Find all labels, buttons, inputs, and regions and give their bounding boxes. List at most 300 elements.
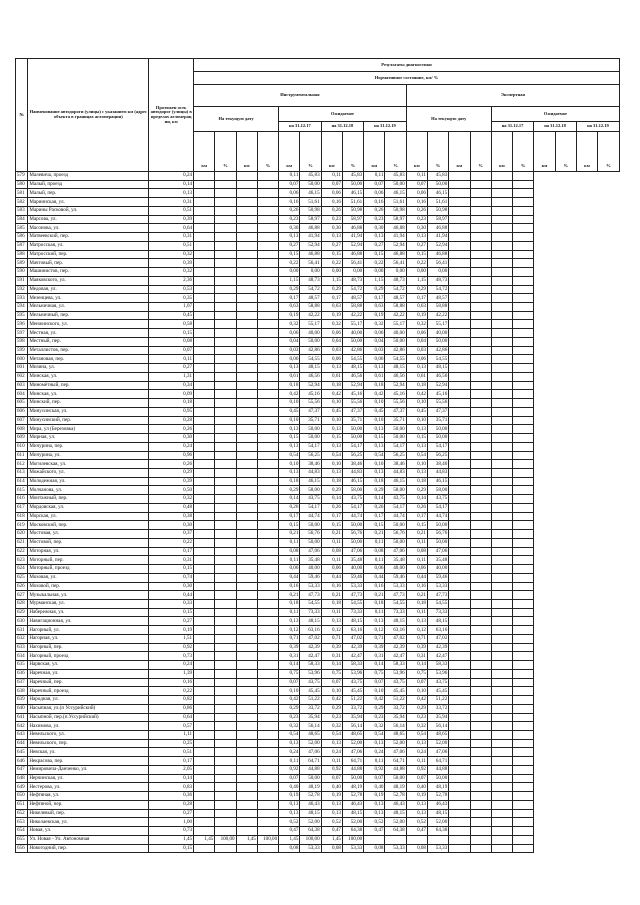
value-cell	[449, 827, 470, 836]
value-cell: 42,47	[300, 652, 321, 661]
value-cell	[470, 364, 491, 373]
row-number: 647	[16, 765, 28, 774]
value-cell	[215, 844, 236, 853]
value-cell: 0,10	[364, 399, 385, 408]
value-cell: 0,39	[406, 643, 427, 652]
value-cell	[470, 285, 491, 294]
road-name: Нестерова, ул.	[28, 783, 149, 792]
value-cell	[257, 565, 278, 574]
value-cell	[491, 425, 512, 434]
value-cell: 0,07	[406, 774, 427, 783]
value-cell	[236, 608, 257, 617]
value-cell	[513, 818, 534, 827]
value-cell: 0,17	[321, 294, 342, 303]
row-number: 630	[16, 617, 28, 626]
value-cell: 0,11	[321, 538, 342, 547]
value-cell: 0,00	[300, 268, 321, 277]
value-cell: 0,06	[279, 565, 300, 574]
value-cell: 51,22	[427, 696, 448, 705]
row-number: 588	[16, 250, 28, 259]
road-name: Минусинская, ул.	[28, 407, 149, 416]
value-cell	[194, 372, 215, 381]
value-cell: 0,08	[279, 547, 300, 556]
table-row	[16, 687, 620, 696]
value-cell	[215, 538, 236, 547]
value-cell	[257, 399, 278, 408]
value-cell: 46,56	[427, 372, 448, 381]
value-cell: 46,43	[385, 800, 406, 809]
road-name: Малый, проезд	[28, 180, 149, 189]
value-cell: 0,13	[406, 800, 427, 809]
value-cell	[194, 434, 215, 443]
value-cell	[513, 355, 534, 364]
value-cell: 0,39	[279, 643, 300, 652]
value-cell	[215, 189, 236, 198]
value-cell	[236, 189, 257, 198]
value-cell: 47,02	[385, 634, 406, 643]
value-cell: 50,00	[300, 538, 321, 547]
road-name: Никелевый, пер.	[28, 809, 149, 818]
value-cell: 0,06	[321, 565, 342, 574]
value-cell: 0,32	[279, 722, 300, 731]
value-cell: 0,54	[279, 731, 300, 740]
header-instr-expected: Ожидаемое	[279, 107, 407, 122]
value-cell	[236, 547, 257, 556]
value-cell: 52,94	[427, 241, 448, 250]
value-cell: 0,32	[321, 722, 342, 731]
table-row	[16, 425, 620, 434]
row-number: 620	[16, 530, 28, 539]
road-name: Можайского, ул.	[28, 468, 149, 477]
value-cell: 0,15	[364, 434, 385, 443]
table-row	[16, 512, 620, 521]
value-cell	[449, 172, 470, 181]
value-cell: 59,46	[427, 573, 448, 582]
value-cell: 0,03	[279, 346, 300, 355]
value-cell: 0,10	[321, 399, 342, 408]
table-row	[16, 233, 620, 242]
value-cell	[236, 407, 257, 416]
value-cell: 0,52	[406, 818, 427, 827]
value-cell: 0,23	[321, 713, 342, 722]
road-name: Матросская, ул.	[28, 241, 149, 250]
table-row	[16, 329, 620, 338]
value-cell: 41,94	[385, 233, 406, 242]
value-cell: 0,06	[406, 189, 427, 198]
value-cell	[449, 503, 470, 512]
value-cell	[194, 599, 215, 608]
value-cell: 42,39	[342, 643, 363, 652]
value-cell: 0,63	[279, 303, 300, 312]
value-cell: 0,11	[364, 172, 385, 181]
road-name: Марсова, ул.	[28, 215, 149, 224]
road-length: 1,07	[149, 303, 194, 312]
row-number: 592	[16, 285, 28, 294]
value-cell	[513, 407, 534, 416]
value-cell: 0,42	[364, 696, 385, 705]
value-cell	[257, 486, 278, 495]
value-cell	[470, 704, 491, 713]
value-cell: 56,25	[427, 451, 448, 460]
road-length: 0,73	[149, 827, 194, 836]
value-cell: 53,96	[300, 669, 321, 678]
value-cell	[236, 774, 257, 783]
value-cell: 0,13	[321, 809, 342, 818]
value-cell: 64,38	[385, 827, 406, 836]
value-cell	[236, 556, 257, 565]
road-name: Минская, ул.	[28, 390, 149, 399]
value-cell	[194, 722, 215, 731]
value-cell: 58,00	[427, 486, 448, 495]
road-name: Новогодний, пер.	[28, 844, 149, 853]
value-cell: 0,75	[406, 669, 427, 678]
value-cell: 0,00	[279, 268, 300, 277]
value-cell	[449, 521, 470, 530]
value-cell	[215, 809, 236, 818]
value-cell	[215, 250, 236, 259]
value-cell	[470, 320, 491, 329]
road-name: Насыпной, пер.(п.Уссурийский)	[28, 713, 149, 722]
value-cell	[215, 268, 236, 277]
table-row	[16, 547, 620, 556]
value-cell	[257, 425, 278, 434]
value-cell: 45,83	[385, 172, 406, 181]
road-name: Метановая, пер.	[28, 355, 149, 364]
value-cell	[215, 783, 236, 792]
value-cell: 51,61	[342, 198, 363, 207]
value-cell	[449, 809, 470, 818]
value-cell	[215, 416, 236, 425]
value-cell	[491, 547, 512, 556]
unit-percent: %	[300, 132, 321, 172]
value-cell: 0,19	[364, 792, 385, 801]
value-cell	[470, 634, 491, 643]
value-cell	[194, 425, 215, 434]
value-cell	[194, 276, 215, 285]
value-cell	[513, 346, 534, 355]
road-name: Нагорная, ул.	[28, 634, 149, 643]
value-cell	[194, 390, 215, 399]
value-cell	[513, 844, 534, 853]
row-number: 634	[16, 652, 28, 661]
value-cell: 50,00	[342, 425, 363, 434]
road-length: 0,15	[149, 608, 194, 617]
value-cell	[257, 800, 278, 809]
value-cell: 53,96	[385, 669, 406, 678]
value-cell: 0,27	[321, 241, 342, 250]
road-name: Мостовая, ул.	[28, 530, 149, 539]
value-cell	[470, 486, 491, 495]
header-exp-current: На текущую дату	[406, 107, 491, 132]
value-cell: 58,88	[300, 303, 321, 312]
value-cell	[491, 748, 512, 757]
value-cell	[513, 643, 534, 652]
value-cell: 0,16	[364, 582, 385, 591]
value-cell: 48,15	[385, 809, 406, 818]
value-cell: 48,15	[300, 364, 321, 373]
value-cell	[257, 337, 278, 346]
road-length: 0,15	[149, 844, 194, 853]
value-cell	[236, 573, 257, 582]
value-cell: 0,18	[364, 477, 385, 486]
value-cell	[215, 198, 236, 207]
value-cell	[470, 180, 491, 189]
value-cell: 0,54	[364, 731, 385, 740]
table-row	[16, 599, 620, 608]
value-cell	[470, 189, 491, 198]
value-cell	[491, 337, 512, 346]
value-cell	[194, 346, 215, 355]
value-cell	[194, 268, 215, 277]
value-cell	[194, 556, 215, 565]
row-number: 641	[16, 713, 28, 722]
value-cell: 0,17	[406, 294, 427, 303]
value-cell: 0,19	[364, 311, 385, 320]
table-row	[16, 626, 620, 635]
value-cell	[513, 268, 534, 277]
row-number: 640	[16, 704, 28, 713]
value-cell	[257, 233, 278, 242]
value-cell: 0,45	[406, 407, 427, 416]
value-cell	[470, 835, 491, 844]
value-cell: 43,75	[427, 495, 448, 504]
value-cell: 0,11	[321, 556, 342, 565]
value-cell	[470, 731, 491, 740]
value-cell	[215, 565, 236, 574]
value-cell	[449, 748, 470, 757]
value-cell: 44,74	[300, 512, 321, 521]
value-cell: 0,31	[321, 652, 342, 661]
unit-km: км	[491, 132, 512, 172]
value-cell: 0,22	[364, 259, 385, 268]
header-exp-date-2019: на 31.12.19	[576, 122, 619, 132]
value-cell: 43,75	[300, 495, 321, 504]
table-row	[16, 442, 620, 451]
value-cell	[236, 206, 257, 215]
value-cell	[491, 259, 512, 268]
value-cell	[236, 486, 257, 495]
value-cell	[236, 582, 257, 591]
value-cell	[236, 827, 257, 836]
road-name: Масонова, ул.	[28, 224, 149, 233]
value-cell: 47,37	[300, 407, 321, 416]
value-cell	[257, 599, 278, 608]
value-cell: 52,78	[300, 792, 321, 801]
value-cell	[236, 337, 257, 346]
road-name: Московский, пер.	[28, 521, 149, 530]
table-body	[16, 172, 620, 853]
row-number: 602	[16, 372, 28, 381]
value-cell: 0,13	[364, 739, 385, 748]
road-name: Менжинского, ул.	[28, 320, 149, 329]
value-cell: 44,83	[300, 468, 321, 477]
value-cell: 64,38	[427, 827, 448, 836]
value-cell: 0,30	[321, 224, 342, 233]
value-cell	[449, 224, 470, 233]
value-cell	[194, 233, 215, 242]
value-cell: 56,14	[342, 722, 363, 731]
value-cell	[491, 739, 512, 748]
road-name: Нагорный, проезд	[28, 652, 149, 661]
value-cell	[194, 591, 215, 600]
row-number: 638	[16, 687, 28, 696]
value-cell	[257, 372, 278, 381]
value-cell	[491, 521, 512, 530]
value-cell	[449, 399, 470, 408]
table-row	[16, 355, 620, 364]
value-cell	[491, 556, 512, 565]
header-instr-date-2017: на 31.12.17	[279, 122, 322, 132]
value-cell: 50,00	[300, 774, 321, 783]
value-cell	[215, 503, 236, 512]
road-name: Моторный, пер.	[28, 556, 149, 565]
value-cell: 0,11	[406, 538, 427, 547]
value-cell: 40,00	[342, 329, 363, 338]
value-cell: 47,06	[385, 748, 406, 757]
value-cell	[470, 774, 491, 783]
value-cell	[470, 792, 491, 801]
value-cell: 58,33	[385, 661, 406, 670]
value-cell	[491, 809, 512, 818]
value-cell	[449, 495, 470, 504]
value-cell: 0,61	[279, 372, 300, 381]
value-cell	[491, 774, 512, 783]
value-cell: 48,65	[427, 731, 448, 740]
value-cell	[236, 268, 257, 277]
road-length: 0,28	[149, 800, 194, 809]
value-cell: 44,83	[385, 468, 406, 477]
value-cell	[470, 678, 491, 687]
value-cell	[257, 634, 278, 643]
row-number: 581	[16, 189, 28, 198]
row-number: 589	[16, 259, 28, 268]
value-cell: 48,65	[342, 731, 363, 740]
value-cell: 0,63	[364, 303, 385, 312]
value-cell	[513, 477, 534, 486]
value-cell: 64,71	[342, 757, 363, 766]
value-cell: 56,41	[300, 259, 321, 268]
value-cell	[194, 381, 215, 390]
value-cell: 0,19	[406, 311, 427, 320]
value-cell	[236, 599, 257, 608]
value-cell	[215, 765, 236, 774]
value-cell: 0,39	[364, 643, 385, 652]
value-cell	[513, 329, 534, 338]
value-cell: 52,00	[427, 818, 448, 827]
value-cell	[449, 704, 470, 713]
value-cell: 54,17	[342, 442, 363, 451]
road-length: 0,27	[149, 809, 194, 818]
value-cell: 54,72	[385, 285, 406, 294]
road-name: Мезенцева, ул.	[28, 294, 149, 303]
value-cell: 47,06	[427, 547, 448, 556]
value-cell: 0,26	[364, 503, 385, 512]
value-cell	[513, 390, 534, 399]
value-cell	[513, 722, 534, 731]
value-cell: 0,18	[406, 599, 427, 608]
unit-percent: %	[555, 132, 576, 172]
value-cell: 0,04	[321, 337, 342, 346]
value-cell: 56,14	[385, 722, 406, 731]
road-length: 0,39	[149, 215, 194, 224]
row-number: 642	[16, 722, 28, 731]
value-cell: 0,13	[279, 364, 300, 373]
value-cell: 0,54	[406, 451, 427, 460]
value-cell	[385, 835, 406, 844]
row-number: 646	[16, 757, 28, 766]
value-cell: 43,75	[342, 678, 363, 687]
value-cell: 0,13	[321, 800, 342, 809]
value-cell: 64,71	[300, 757, 321, 766]
value-cell: 43,75	[342, 495, 363, 504]
value-cell	[215, 661, 236, 670]
value-cell	[257, 538, 278, 547]
value-cell	[257, 390, 278, 399]
value-cell	[427, 835, 448, 844]
table-row	[16, 792, 620, 801]
value-cell: 0,21	[364, 591, 385, 600]
table-row	[16, 765, 620, 774]
value-cell	[236, 381, 257, 390]
table-row	[16, 818, 620, 827]
value-cell: 47,73	[300, 591, 321, 600]
row-number: 628	[16, 599, 28, 608]
row-number: 604	[16, 390, 28, 399]
table-row	[16, 303, 620, 312]
value-cell: 40,00	[300, 565, 321, 574]
unit-percent: %	[470, 132, 491, 172]
road-length: 0,86	[149, 704, 194, 713]
value-cell: 1,15	[321, 276, 342, 285]
value-cell: 53,33	[300, 582, 321, 591]
value-cell	[491, 818, 512, 827]
value-cell: 0,40	[406, 783, 427, 792]
table-row	[16, 669, 620, 678]
value-cell: 58,33	[342, 661, 363, 670]
table-row	[16, 774, 620, 783]
value-cell	[470, 198, 491, 207]
value-cell	[513, 512, 534, 521]
value-cell	[257, 442, 278, 451]
value-cell: 45,83	[342, 172, 363, 181]
value-cell: 0,42	[406, 696, 427, 705]
value-cell	[491, 626, 512, 635]
value-cell	[194, 337, 215, 346]
value-cell	[236, 617, 257, 626]
value-cell	[491, 538, 512, 547]
table-row	[16, 390, 620, 399]
value-cell	[257, 774, 278, 783]
road-length: 0,27	[149, 617, 194, 626]
value-cell	[236, 460, 257, 469]
value-cell: 0,06	[321, 355, 342, 364]
road-name: Музыкальная, ул.	[28, 591, 149, 600]
value-cell	[449, 731, 470, 740]
value-cell	[470, 713, 491, 722]
table-row	[16, 827, 620, 836]
value-cell: 0,52	[321, 818, 342, 827]
value-cell: 35,94	[300, 713, 321, 722]
value-cell	[491, 294, 512, 303]
table-row	[16, 591, 620, 600]
value-cell: 50,98	[300, 206, 321, 215]
value-cell	[491, 696, 512, 705]
value-cell: 58,00	[385, 486, 406, 495]
value-cell	[257, 434, 278, 443]
value-cell	[236, 661, 257, 670]
value-cell: 0,06	[279, 355, 300, 364]
value-cell	[194, 303, 215, 312]
